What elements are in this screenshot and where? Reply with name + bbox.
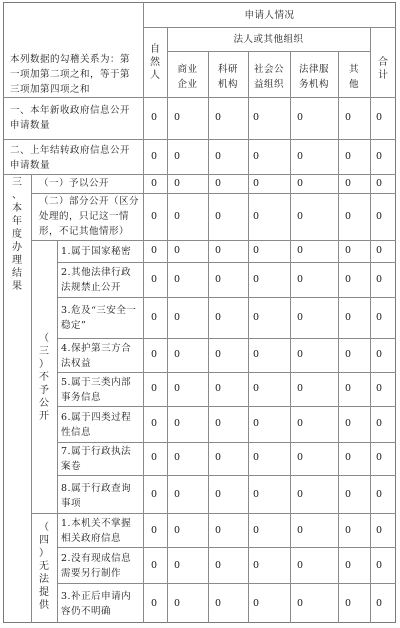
rule: [57, 442, 396, 443]
rule: [57, 406, 396, 407]
table-cell: 0: [215, 525, 222, 536]
rule: [57, 297, 396, 298]
rule: [370, 27, 371, 623]
table-cell: 0: [297, 598, 304, 609]
col-header-business: 商业 企业: [177, 64, 198, 90]
row-label: 1.本机关不掌握 相关政府信息: [61, 518, 132, 544]
table-cell: 0: [297, 349, 304, 360]
table-cell: 0: [151, 274, 158, 285]
col-header-other: 其 他: [348, 64, 359, 90]
table-cell: 0: [297, 245, 304, 256]
rule: [57, 475, 396, 476]
col-header-legal-service: 法律服 务机构: [298, 64, 329, 90]
rule: [167, 27, 168, 623]
table-cell: 0: [215, 178, 222, 189]
table-cell: 0: [376, 349, 383, 360]
table-cell: 0: [215, 383, 222, 394]
table-cell: 0: [151, 598, 158, 609]
table-cell: 0: [151, 151, 158, 162]
table-cell: 0: [151, 178, 158, 189]
rule: [57, 372, 396, 373]
table-cell: 0: [345, 418, 352, 429]
table-cell: 0: [345, 383, 352, 394]
table-cell: 0: [297, 151, 304, 162]
table-cell: 0: [151, 383, 158, 394]
table-cell: 0: [174, 383, 181, 394]
table-cell: 0: [376, 452, 383, 463]
table-cell: 0: [345, 211, 352, 222]
not-public-label: （ 三 ） 不 予 公 开: [39, 333, 49, 422]
table-cell: 0: [253, 211, 260, 222]
table-cell: 0: [297, 274, 304, 285]
table-cell: 0: [151, 418, 158, 429]
table-cell: 0: [215, 151, 222, 162]
rule: [31, 240, 396, 241]
row-label: 3.补正后申请内 容仍不明确: [61, 591, 132, 617]
table-cell: 0: [376, 560, 383, 571]
table-cell: 0: [174, 245, 181, 256]
rule: [57, 547, 396, 548]
table-cell: 0: [151, 489, 158, 500]
table-cell: 0: [215, 245, 222, 256]
table-cell: 0: [297, 312, 304, 323]
table-cell: 0: [297, 452, 304, 463]
rule: [57, 240, 58, 623]
rule: [167, 51, 370, 52]
table-cell: 0: [376, 312, 383, 323]
header-note: 本列数据的勾稽关系为：第 一项加第二项之和，等于第 三项加第四项之和: [10, 54, 131, 95]
row-label: 1.属于国家秘密: [61, 246, 132, 257]
rule: [57, 262, 396, 263]
rule: [290, 51, 291, 623]
table-cell: 0: [174, 418, 181, 429]
table-cell: 0: [345, 274, 352, 285]
table-cell: 0: [345, 560, 352, 571]
table-cell: 0: [253, 383, 260, 394]
table-cell: 0: [151, 349, 158, 360]
table-cell: 0: [345, 452, 352, 463]
table-cell: 0: [253, 418, 260, 429]
table-cell: 0: [345, 112, 352, 123]
table-cell: 0: [215, 418, 222, 429]
table-cell: 0: [253, 151, 260, 162]
table-cell: 0: [174, 489, 181, 500]
total-header: 合 计: [378, 57, 388, 81]
table-cell: 0: [345, 312, 352, 323]
natural-person-header: 自 然 人: [150, 44, 160, 81]
table-cell: 0: [253, 598, 260, 609]
table-cell: 0: [376, 245, 383, 256]
table-cell: 0: [376, 211, 383, 222]
rule: [57, 583, 396, 584]
col-header-public-welfare: 社会公 益组织: [253, 64, 284, 90]
table-cell: 0: [215, 489, 222, 500]
table-cell: 0: [297, 418, 304, 429]
table-cell: 0: [345, 349, 352, 360]
table-cell: 0: [376, 151, 383, 162]
table-cell: 0: [151, 452, 158, 463]
table-cell: 0: [253, 274, 260, 285]
table-cell: 0: [253, 452, 260, 463]
rule: [248, 51, 249, 623]
table-cell: 0: [174, 312, 181, 323]
table-cell: 0: [253, 112, 260, 123]
table-cell: 0: [345, 525, 352, 536]
rule: [143, 2, 144, 623]
row-label: 一、本年新收政府信息公开 申请数量: [10, 105, 131, 131]
rule: [338, 51, 339, 623]
table-cell: 0: [151, 211, 158, 222]
table-cell: 0: [215, 312, 222, 323]
table-cell: 0: [253, 525, 260, 536]
table-cell: 0: [376, 418, 383, 429]
applicant-header: 申请人情况: [244, 10, 295, 21]
table-cell: 0: [174, 598, 181, 609]
row-label: （二）部分公开（区分 处理的，只记这一情 形，不记其他情形）: [39, 196, 140, 237]
table-cell: 0: [174, 525, 181, 536]
table-cell: 0: [174, 112, 181, 123]
table-cell: 0: [174, 178, 181, 189]
table-cell: 0: [345, 178, 352, 189]
table-cell: 0: [174, 274, 181, 285]
row-label: （一）予以公开: [39, 178, 110, 189]
table-cell: 0: [215, 211, 222, 222]
table-cell: 0: [253, 312, 260, 323]
row-label: 8.属于行政查询 事项: [61, 483, 132, 509]
table-cell: 0: [215, 598, 222, 609]
rule: [31, 174, 32, 623]
table-cell: 0: [174, 452, 181, 463]
table-cell: 0: [297, 383, 304, 394]
table-cell: 0: [174, 151, 181, 162]
rule: [143, 27, 396, 28]
table-cell: 0: [376, 525, 383, 536]
table-cell: 0: [253, 489, 260, 500]
table-cell: 0: [215, 349, 222, 360]
table-cell: 0: [174, 211, 181, 222]
table-cell: 0: [151, 245, 158, 256]
table-cell: 0: [345, 598, 352, 609]
row-label: 二、上年结转政府信息公开 申请数量: [10, 145, 131, 171]
table-cell: 0: [253, 560, 260, 571]
section3-label: 三 、 本 年 度 办 理 结 果: [12, 177, 22, 292]
table-cell: 0: [215, 560, 222, 571]
table-cell: 0: [151, 312, 158, 323]
table-cell: 0: [253, 178, 260, 189]
unable-label: （ 四 ） 无 法 提 供: [39, 522, 49, 611]
col-header-research: 科研 机构: [217, 64, 238, 90]
table-cell: 0: [297, 211, 304, 222]
table-cell: 0: [215, 112, 222, 123]
row-label: 4.保护第三方合 法权益: [61, 343, 132, 369]
table-cell: 0: [376, 112, 383, 123]
row-label: 2.没有现成信息 需要另行制作: [61, 553, 132, 579]
table-cell: 0: [376, 598, 383, 609]
rule: [31, 513, 396, 514]
table-cell: 0: [345, 245, 352, 256]
table-cell: 0: [297, 560, 304, 571]
table-cell: 0: [174, 349, 181, 360]
row-label: 3.危及“三安全一 稳定”: [61, 305, 137, 331]
table-cell: 0: [297, 112, 304, 123]
table-cell: 0: [215, 452, 222, 463]
row-label: 2.其他法律行政 法规禁止公开: [61, 267, 132, 293]
table-cell: 0: [297, 178, 304, 189]
table-cell: 0: [376, 383, 383, 394]
legal-org-header: 法人或其他组织: [233, 34, 304, 45]
table-cell: 0: [297, 489, 304, 500]
table-cell: 0: [376, 489, 383, 500]
table-cell: 0: [345, 489, 352, 500]
table-cell: 0: [297, 525, 304, 536]
table-cell: 0: [151, 112, 158, 123]
table-cell: 0: [174, 560, 181, 571]
row-label: 7.属于行政执法 案卷: [61, 446, 132, 472]
row-label: 6.属于四类过程 性信息: [61, 412, 132, 438]
rule: [208, 51, 209, 623]
table-cell: 0: [215, 274, 222, 285]
table-cell: 0: [151, 525, 158, 536]
table-cell: 0: [151, 560, 158, 571]
table-cell: 0: [253, 245, 260, 256]
rule: [57, 338, 396, 339]
table-cell: 0: [253, 349, 260, 360]
table-cell: 0: [376, 274, 383, 285]
row-label: 5.属于三类内部 事务信息: [61, 377, 132, 403]
table-cell: 0: [345, 151, 352, 162]
table-cell: 0: [376, 178, 383, 189]
